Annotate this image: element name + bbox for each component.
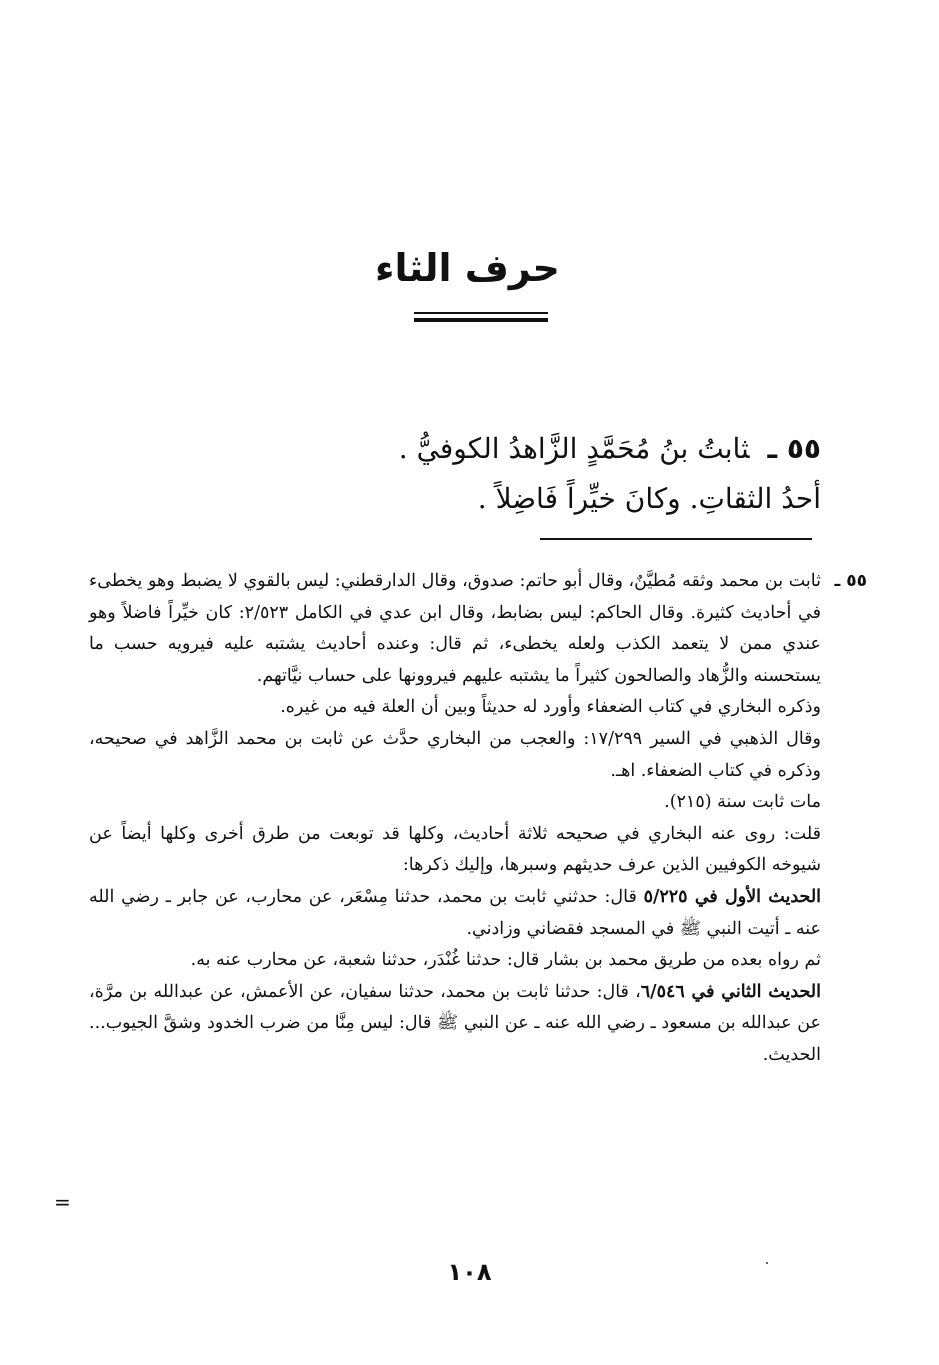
paragraph-text: قال: حدثني ثابت بن محمد، حدثنا مِسْعَر، عن محارب، عن جابر ـ رضي الله عنه ـ أتيت النبي ﷺ في المسجد فقضاني وزادني.	[89, 886, 821, 939]
paragraph-text: مات ثابت سنة (٢١٥).	[664, 792, 821, 813]
footnote-paragraph	[89, 724, 821, 787]
paragraph-bold-lead: الحديث الثاني في ٦/٥٤٦	[640, 981, 821, 1002]
entry-line-1: ثابتُ بنُ مُحَمَّدٍ الزَّاهدُ الكوفيُّ .	[398, 432, 750, 465]
footnote-number: ٥٥ ـ	[834, 571, 867, 591]
footnote-paragraph	[89, 945, 821, 977]
paragraph-text: ثابت بن محمد وثقه مُطيَّنٌ، وقال أبو حاتم: صدوق، وقال الدارقطني: ليس بالقوي لا يضبط وهو يخطىء في أحاديث كثيرة. وقال الحاكم: ليس بضابط، وقال ابن عدي في الكامل ٢/٥٢٣: كان خيِّراً فاضلاً وهو عندي ممن لا يتعمد الكذب ولعله يخطىء، ثم قال: وعنده أحاديث يشتبه عليه فيرويه حسب ما يستحسنه والزُّهاد والصالحون كثيراً ما يشتبه عليهم فيروونها على حساب نيَّاتهم.	[89, 571, 821, 686]
section-title: حرف الثاء	[375, 246, 560, 290]
paragraph-bold-lead: الحديث الأول في ٥/٢٢٥	[643, 886, 822, 907]
footnote-paragraph	[89, 692, 821, 724]
paragraph-text: قلت: روى عنه البخاري في صحيحه ثلاثة أحاديث، وكلها قد توبعت من طرق أخرى وكلها أيضاً عن شيوخه الكوفيين الذين عرف حديثهم وسبرها، وإليك ذكرها:	[89, 823, 821, 876]
title-underline-thin	[414, 312, 548, 314]
footnote-paragraph	[89, 977, 821, 1072]
title-underline-thick	[414, 318, 548, 322]
footnote-body	[89, 566, 821, 1072]
entry-number: ٥٥ ـ	[767, 432, 821, 465]
scan-dot	[766, 1262, 768, 1264]
paragraph-text: ثم رواه بعده من طريق محمد بن بشار قال: حدثنا غُنْدَر، حدثنا شعبة، عن محارب عنه به.	[190, 950, 821, 971]
entry-line-2: أحدُ الثقاتِ. وكانَ خيِّراً فَاضِلاً .	[477, 482, 821, 515]
footnote-divider	[540, 538, 812, 540]
footnote-paragraph	[89, 566, 821, 692]
paragraph-text: ، قال: حدثنا ثابت بن محمد، حدثنا سفيان، عن الأعمش، عن عبدالله بن مرَّة، عن عبدالله بن مسعود ـ رضي الله عنه ـ عن النبي ﷺ قال: ليس مِنَّا من ضرب الخدود وشقَّ الجيوب... الحديث.	[89, 981, 821, 1065]
footnote-paragraph	[89, 882, 821, 945]
footnote-paragraph	[89, 787, 821, 819]
footnote-paragraph	[89, 819, 821, 882]
paragraph-text: وذكره البخاري في كتاب الضعفاء وأورد له حديثاً وبين أن العلة فيه من غيره.	[280, 697, 821, 718]
entry-heading	[101, 424, 821, 474]
paragraph-text: وقال الذهبي في السير ١٧/٢٩٩: والعجب من البخاري حدَّث عن ثابت بن محمد الزَّاهد في صحيحه، وذكره في كتاب الضعفاء. اهـ.	[89, 728, 821, 781]
continuation-mark: =	[54, 1190, 71, 1214]
page-number: ١٠٨	[447, 1258, 492, 1286]
